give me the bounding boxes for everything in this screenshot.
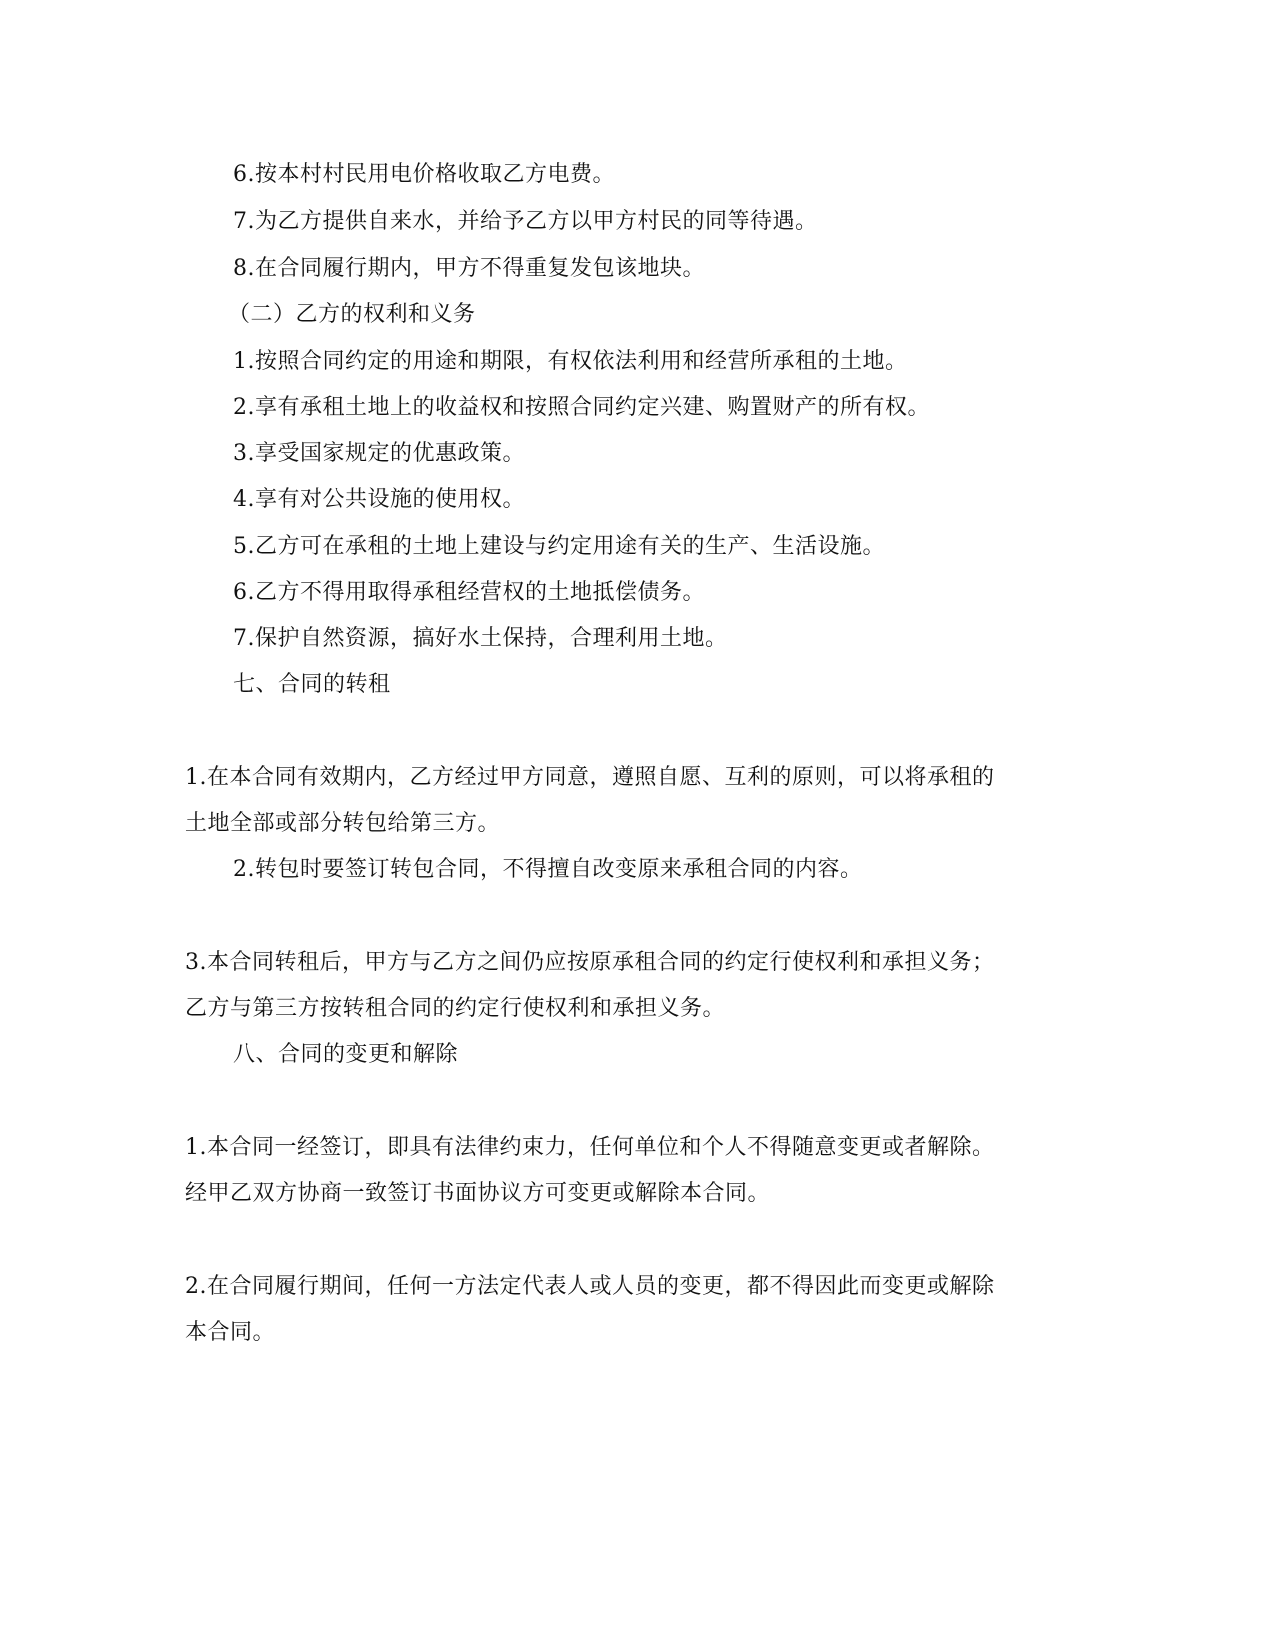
text-line: 土地全部或部分转包给第三方。 — [185, 811, 501, 836]
text-line: 1.在本合同有效期内，乙方经过甲方同意，遵照自愿、互利的原则，可以将承租的 — [185, 765, 995, 790]
text-line: 2.在合同履行期间，任何一方法定代表人或人员的变更，都不得因此而变更或解除 — [185, 1274, 995, 1299]
text-line: 2.享有承租土地上的收益权和按照合同约定兴建、购置财产的所有权。 — [233, 395, 930, 420]
text-line: 5.乙方可在承租的土地上建设与约定用途有关的生产、生活设施。 — [233, 534, 885, 559]
text-line: 8.在合同履行期内，甲方不得重复发包该地块。 — [233, 256, 705, 281]
text-line: 经甲乙双方协商一致签订书面协议方可变更或解除本合同。 — [185, 1181, 771, 1206]
text-line: 2.转包时要签订转包合同，不得擅自改变原来承租合同的内容。 — [233, 857, 863, 882]
text-line: 3.享受国家规定的优惠政策。 — [233, 441, 525, 466]
text-line: 7.保护自然资源，搞好水土保持，合理利用土地。 — [233, 626, 728, 651]
section-heading: 八、合同的变更和解除 — [233, 1042, 459, 1067]
section-heading: （二）乙方的权利和义务 — [228, 302, 476, 327]
text-line: 3.本合同转租后，甲方与乙方之间仍应按原承租合同的约定行使权利和承担义务； — [185, 950, 995, 975]
text-line: 4.享有对公共设施的使用权。 — [233, 487, 525, 512]
text-line: 6.乙方不得用取得承租经营权的土地抵偿债务。 — [233, 580, 705, 605]
text-line: 1.按照合同约定的用途和期限，有权依法利用和经营所承租的土地。 — [233, 349, 908, 374]
text-line: 7.为乙方提供自来水，并给予乙方以甲方村民的同等待遇。 — [233, 209, 818, 234]
text-line: 本合同。 — [185, 1320, 276, 1345]
section-heading: 七、合同的转租 — [233, 672, 391, 697]
text-line: 6.按本村村民用电价格收取乙方电费。 — [233, 162, 615, 187]
text-line: 1.本合同一经签订，即具有法律约束力，任何单位和个人不得随意变更或者解除。 — [185, 1135, 995, 1160]
text-line: 乙方与第三方按转租合同的约定行使权利和承担义务。 — [185, 996, 726, 1021]
